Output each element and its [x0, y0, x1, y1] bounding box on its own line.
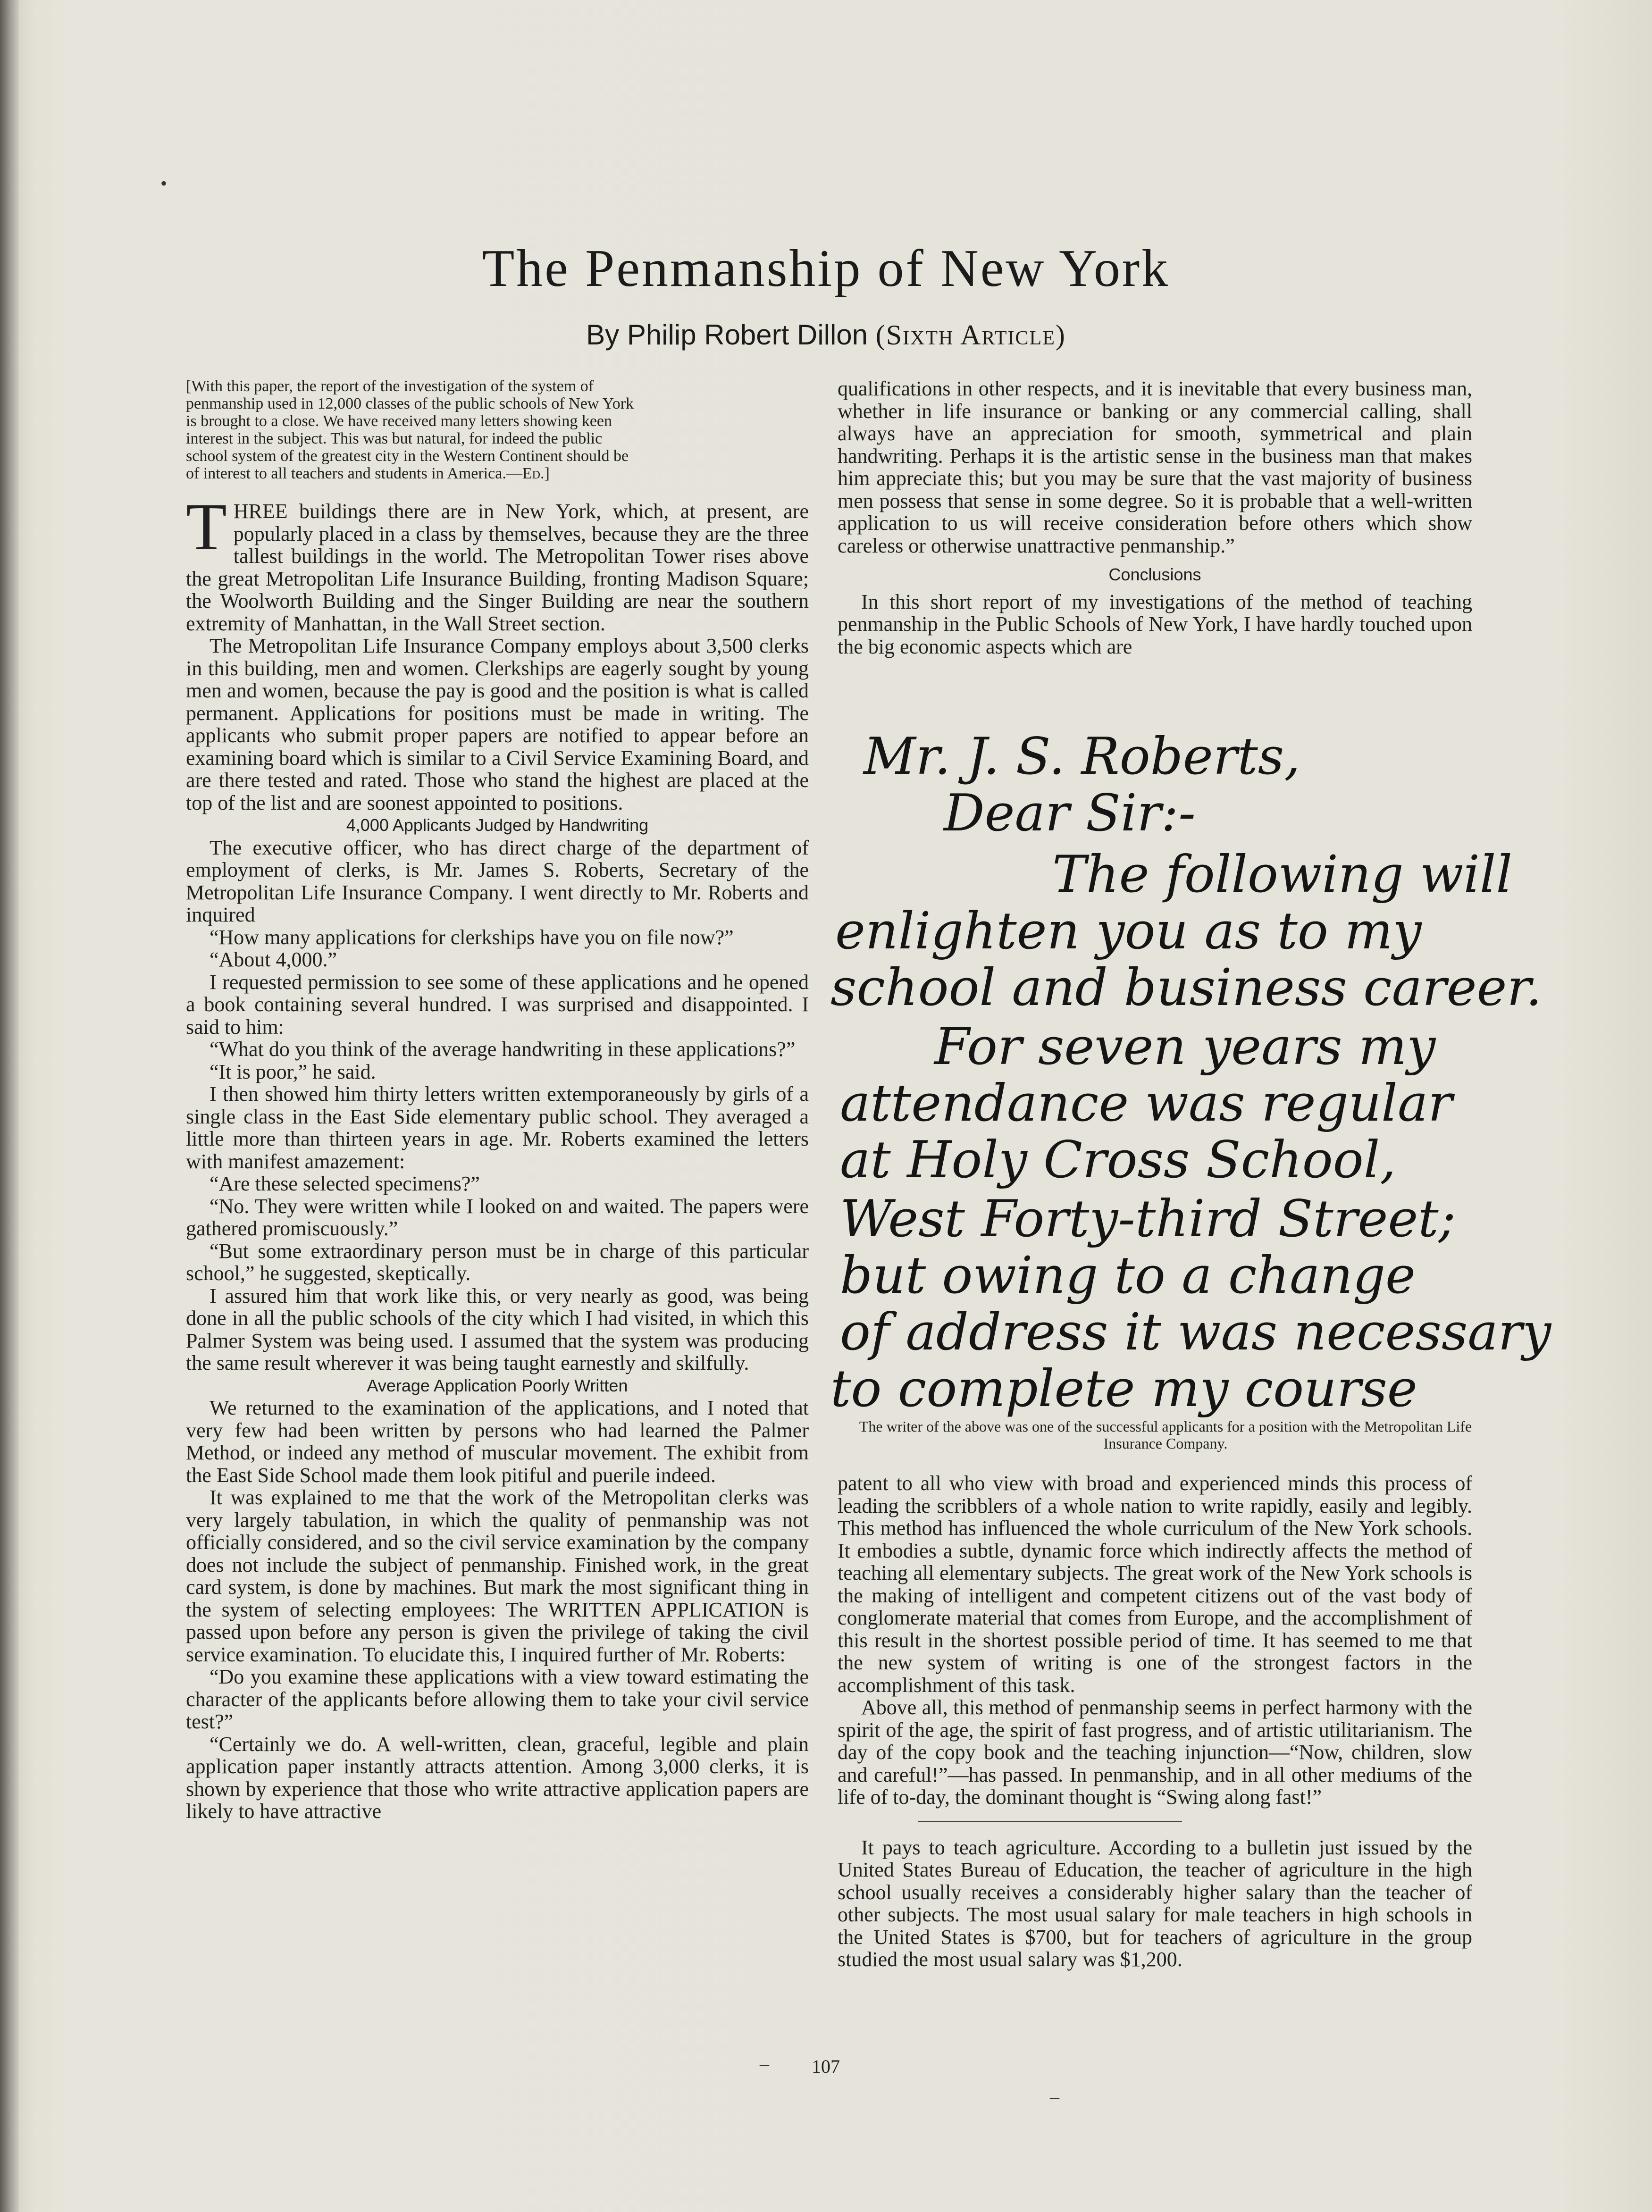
editor-note-line: interest in the subject. This was but natural, for indeed the public	[186, 430, 603, 447]
paragraph: patent to all who view with broad and experienced minds this process of leading the scribblers of a whole nation to write rapidly, easily and legibly. This method has influenced the whole curriculum of the New York schools. It embodies a subtle, dynamic force which indirectly affects the method of teaching all elementary subjects. The great work of the New York schools is the making of intelligent and competent citizens out of the vast body of conglomerate material that comes from Europe, and the accomplishment of this result in the shortest possible period of time. It has seemed to me that the new system of writing is one of the strongest factors in the accomplishment of this task.	[838, 1472, 1472, 1697]
section-heading: Conclusions	[1108, 565, 1201, 584]
paragraph: “But some extraordinary person must be in charge of this particular school,” he suggested, skeptically.	[186, 1239, 809, 1285]
handwriting-line: The following will	[1052, 845, 1513, 904]
editor-note-line: penmanship used in 12,000 classes of the public schools of New York	[186, 395, 634, 412]
paragraph: I then showed him thirty letters written extemporaneously by girls of a single class in the East Side elementary public school. They averaged a little more than thirteen years in age. Mr. Roberts examined the letters with manifest amazement:	[186, 1082, 809, 1173]
handwriting-line: West Forty-third Street;	[840, 1190, 1456, 1248]
paragraph: “Are these selected specimens?”	[210, 1172, 480, 1195]
handwriting-specimen	[821, 717, 1576, 1430]
handwriting-line: at Holy Cross School,	[840, 1131, 1396, 1190]
paragraph: qualifications in other respects, and it is inevitable that every business man, whether in life insurance or banking or any commercial calling, shall always have an appreciation for smooth, symmetrical and plain handwriting. Perhaps it is the artistic sense in the business man that makes him appreciate this; but you may be sure that the vast majority of business men possess that sense in some degree. So it is probable that a well-written application to us will receive consideration before others which show careless or otherwise unattractive penmanship.”	[838, 377, 1472, 557]
paragraph: “No. They were written while I looked on and waited. The papers were gathered promiscuously.”	[186, 1194, 809, 1240]
handwriting-image	[821, 717, 1576, 1430]
editor-note-line-last	[186, 465, 809, 482]
paragraph: I requested permission to see some of these applications and he opened a book containing several hundred. I was surprised and disappointed. I said to him:	[186, 970, 809, 1039]
paragraph: “Do you examine these applications with a view toward estimating the character of the applicants before allowing them to take your civil service test?”	[186, 1665, 809, 1733]
handwriting-line: school and business career.	[830, 958, 1542, 1017]
right-column-top	[838, 377, 1472, 658]
paragraph: The Metropolitan Life Insurance Company employs about 3,500 clerks in this building, men and women. Clerkships are eagerly sought by young men and women, because the pay is good and the position is what is called permanent. Applications for positions must be made in writing. The applicants who submit proper papers are notified to appear before an examining board which is similar to a Civil Service Examining Board, and are there tested and rated. Those who stand the highest are placed at the top of the list and are soonest appointed to positions.	[186, 634, 809, 814]
editor-note-line: is brought to a close. We have received many letters showing keen	[186, 412, 612, 430]
paragraph: “What do you think of the average handwriting in these applications?”	[210, 1038, 796, 1061]
editor-note-line: of interest to all teachers and students in America.—	[186, 465, 522, 482]
byline-author: By Philip Robert Dillon	[586, 319, 868, 351]
byline-series: (Sixth Article)	[875, 319, 1066, 351]
paragraph: “Certainly we do. A well-written, clean, graceful, legible and plain application paper instantly attracts attention. Among 3,000 clerks, it is shown by experience that those who write attractive application papers are likely to have attractive	[186, 1732, 809, 1823]
handwriting-line: to complete my course	[830, 1359, 1417, 1418]
paragraph: It was explained to me that the work of the Metropolitan clerks was very largely tabulation, in which the quality of penmanship was not officially considered, and so the civil service examination by the company does not include the subject of penmanship. Finished work, in the great card system, is done by machines. But mark the most significant thing in the system of selecting employees: The WRITTEN APPLICATION is passed upon before any person is given the privilege of taking the civil service examination. To elucidate this, I inquired further of Mr. Roberts:	[186, 1486, 809, 1666]
handwriting-line: Dear Sir:-	[944, 784, 1196, 843]
editor-signature: Ed.]	[522, 465, 550, 482]
left-column	[186, 377, 809, 1823]
specimen-caption: The writer of the above was one of the successful applicants for a position with the Metropolitan Life Insurance Company.	[859, 1418, 1472, 1452]
paragraph: I assured him that work like this, or very nearly as good, was being done in all the public schools of the city which I had visited, in which this Palmer System was being used. I assumed that the system was producing the same result wherever it was being taught earnestly and skilfully.	[186, 1284, 809, 1374]
handwriting-line: For seven years my	[934, 1017, 1436, 1076]
handwriting-line: attendance was regular	[840, 1074, 1452, 1133]
editor-note-line: [With this paper, the report of the investigation of the system of	[186, 377, 594, 395]
page-number: 107	[812, 2056, 840, 2077]
scan-dash-mark: –	[760, 2053, 769, 2074]
paragraph: Above all, this method of penmanship seems in perfect harmony with the spirit of the age, the spirit of fast progress, and of artistic utilitarianism. The day of the copy book and the teaching injunction—“Now, children, slow and careful!”—has passed. In penmanship, and in all other mediums of the life of to-day, the dominant thought is “Swing along fast!”	[838, 1696, 1472, 1809]
scan-dot-mark: •	[160, 173, 168, 194]
section-heading: Average Application Poorly Written	[367, 1375, 628, 1395]
section-heading: 4,000 Applicants Judged by Handwriting	[346, 815, 649, 835]
paragraph: The executive officer, who has direct charge of the department of employment of clerks, is Mr. James S. Roberts, Secretary of the Metropolitan Life Insurance Company. I went directly to Mr. Roberts and inquired	[186, 836, 809, 926]
editor-note-line: school system of the greatest city in the Western Continent should be	[186, 447, 629, 465]
article-title: The Penmanship of New York	[482, 239, 1170, 298]
handwriting-line: enlighten you as to my	[835, 902, 1422, 961]
drop-cap: T	[186, 489, 227, 564]
paragraph: HREE buildings there are in New York, which, at present, are popularly placed in a class by themselves, because they are the three tallest buildings in the world. The Metropolitan Tower rises above the great Metropolitan Life Insurance Building, fronting Madison Square; the Woolworth Building and the Singer Building are near the southern extremity of Manhattan, in the Wall Street section.	[186, 500, 809, 635]
paragraph: In this short report of my investigations of the method of teaching penmanship in the Public Schools of New York, I have hardly touched upon the big economic aspects which are	[838, 590, 1472, 658]
paragraph: It pays to teach agriculture. According to a bulletin just issued by the United States Bureau of Education, the teacher of agriculture in the high school usually receives a considerably higher salary than the teacher of other subjects. The most usual salary for male teachers in high schools in the United States is $700, but for teachers of agriculture in the group studied the most usual salary was $1,200.	[838, 1835, 1472, 1971]
handwriting-line: of address it was necessary	[840, 1303, 1551, 1362]
handwriting-line: Mr. J. S. Roberts,	[864, 727, 1300, 786]
handwriting-line: but owing to a change	[840, 1246, 1416, 1305]
paragraph: We returned to the examination of the applications, and I noted that very few had been written by persons who had learned the Palmer Method, or indeed any method of muscular movement. The exhibit from the East Side School made them look pitiful and puerile indeed.	[186, 1396, 809, 1487]
byline	[0, 318, 1652, 352]
column-divider-rule	[918, 1821, 1182, 1822]
scan-dash-mark: –	[1050, 2086, 1059, 2107]
paragraph: “It is poor,” he said.	[210, 1060, 376, 1083]
right-column-bottom	[838, 1472, 1472, 1971]
opening-paragraph	[186, 489, 809, 635]
paragraph: “How many applications for clerkships have you on file now?”	[210, 925, 734, 949]
paragraph: “About 4,000.”	[210, 948, 337, 971]
editor-note	[186, 377, 809, 482]
